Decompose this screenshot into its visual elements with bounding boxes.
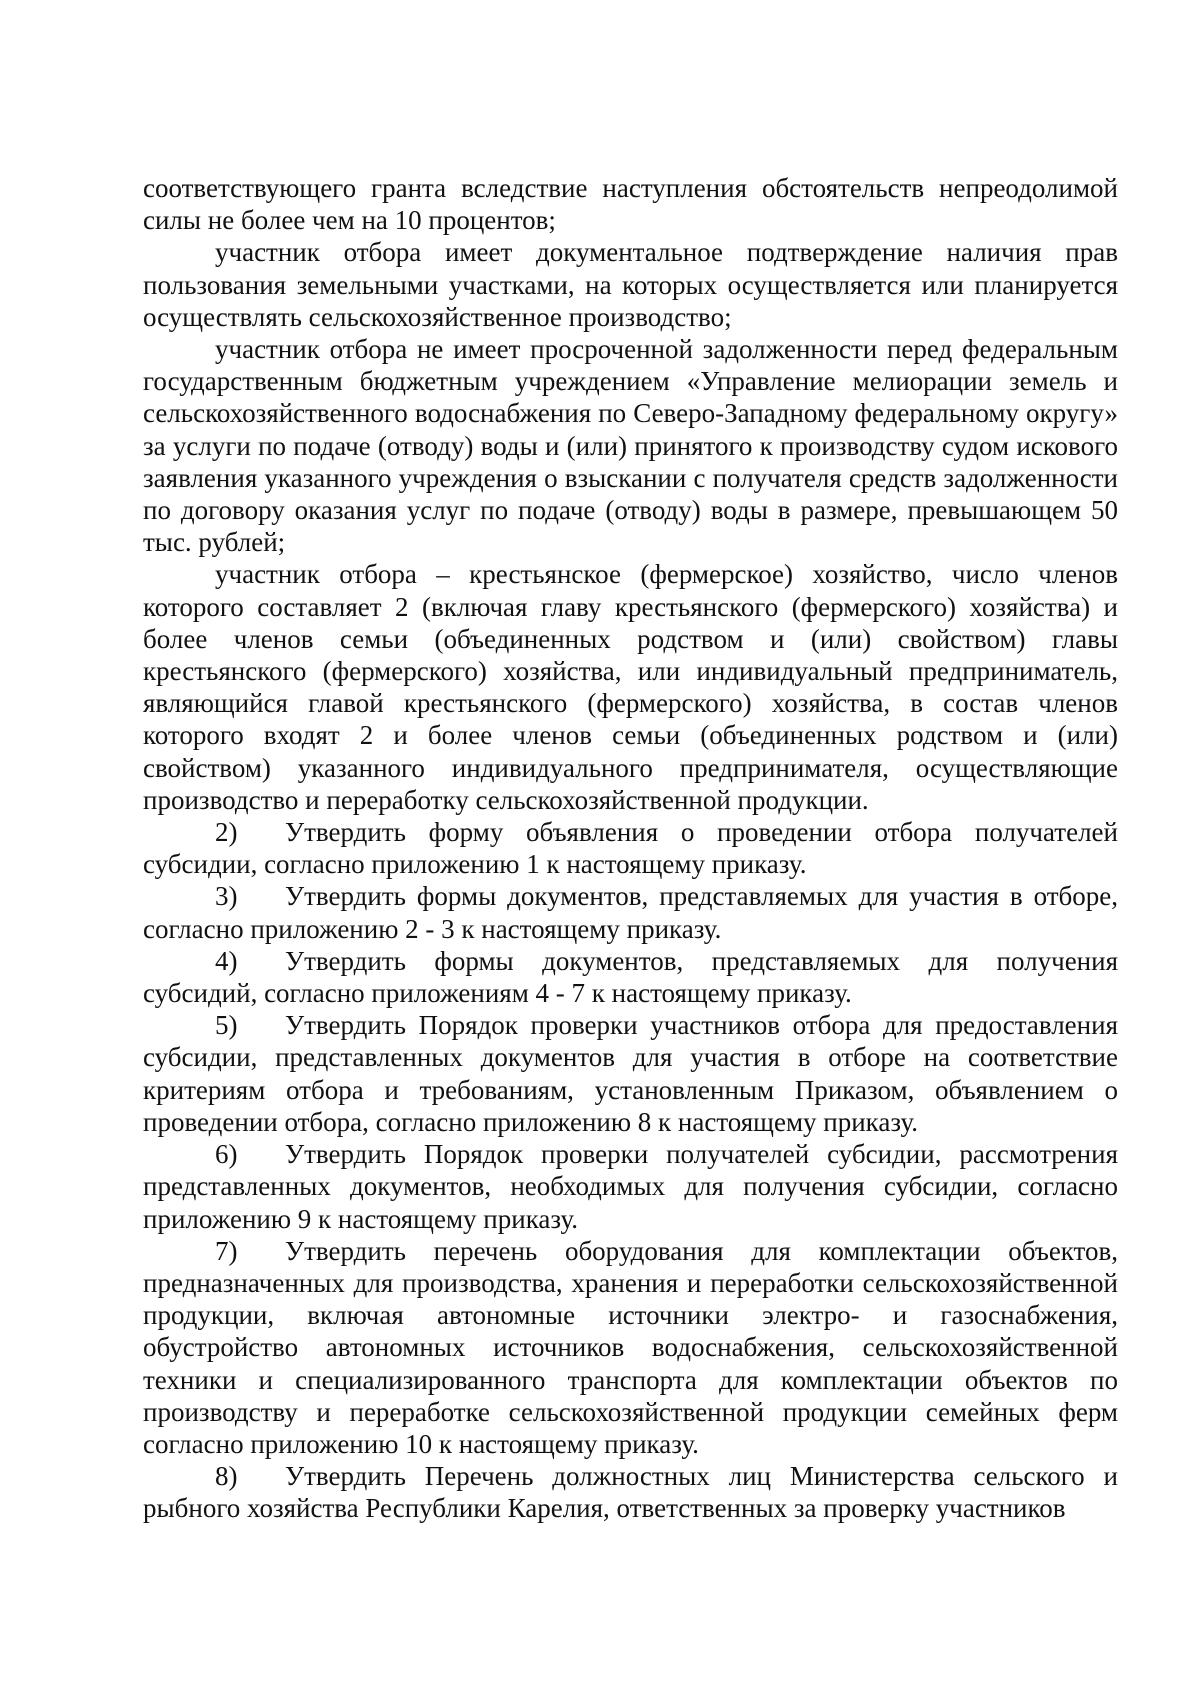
item-number: 8) (215, 1461, 238, 1492)
item-text: Утвердить формы документов, представляемых для получения субсидий, согласно приложениям 4 - 7 к настоящему приказу. (143, 945, 1118, 1009)
item-number: 4) (215, 945, 238, 976)
paragraph-text: участник отбора имеет документальное подтверждение наличия прав пользования земельными участками, на которых осуществляется или планируется осуществлять сельскохозяйственное производство; (143, 237, 1118, 332)
item-text: Утвердить Порядок проверки получателей субсидии, рассмотрения представленных документов, необходимых для получения субсидии, согласно приложению 9 к настоящему приказу. (143, 1139, 1118, 1234)
numbered-item-6 (143, 1138, 1118, 1235)
item-number: 3) (215, 881, 238, 912)
item-number: 2) (215, 817, 238, 848)
item-text: Утвердить Порядок проверки участников отбора для предоставления субсидии, представленных документов для участия в отборе на соответствие критериям отбора и требованиям, установленным Приказом, объявлением о проведении отбора, согласно приложению 8 к настоящему приказу. (143, 1010, 1118, 1137)
item-number: 6) (215, 1139, 238, 1170)
item-number: 7) (215, 1235, 238, 1266)
item-text: Утвердить форму объявления о проведении отбора получателей субсидии, согласно приложению 1 к настоящему приказу. (143, 817, 1118, 880)
numbered-item-2 (143, 816, 1118, 880)
numbered-item-3 (143, 880, 1118, 944)
document-page (143, 172, 1118, 1525)
paragraph-land-rights (143, 236, 1118, 333)
numbered-item-4 (143, 945, 1118, 1009)
item-number: 5) (215, 1010, 238, 1041)
item-text: Утвердить перечень оборудования для комплектации объектов, предназначенных для производства, хранения и переработки сельскохозяйственной продукции, включая автономные источники электро- и газоснабжения, обустройство автономных источников водоснабжения, сельскохозяйственной техники и специализированного транспорта для комплектации объектов по производству и переработке сельскохозяйственной продукции семейных ферм согласно приложению 10 к настоящему приказу. (143, 1235, 1118, 1459)
paragraph-continuation (143, 172, 1118, 236)
paragraph-no-debt (143, 333, 1118, 558)
paragraph-farm-members (143, 558, 1118, 816)
paragraph-text: участник отбора – крестьянское (фермерское) хозяйство, число членов которого составляет 2 (включая главу крестьянского (фермерского) хозяйства) и более членов семьи (объединенных родством и (или) свойством) главы крестьянского (фермерского) хозяйства, или индивидуальный предприниматель, являющийся главой крестьянского (фермерского) хозяйства, в состав членов которого входят 2 и более членов семьи (объединенных родством и (или) свойством) указанного индивидуального предпринимателя, осуществляющие производство и переработку сельскохозяйственной продукции. (143, 559, 1118, 815)
paragraph-text: соответствующего гранта вследствие наступления обстоятельств непреодолимой силы не более чем на 10 процентов; (143, 173, 1118, 236)
numbered-item-8 (143, 1460, 1118, 1524)
item-text: Утвердить формы документов, представляемых для участия в отборе, согласно приложению 2 - 3 к настоящему приказу. (143, 881, 1118, 944)
item-text: Утвердить Перечень должностных лиц Министерства сельского и рыбного хозяйства Республики Карелия, ответственных за проверку участников (143, 1461, 1118, 1524)
paragraph-text: участник отбора не имеет просроченной задолженности перед федеральным государственным бюджетным учреждением «Управление мелиорации земель и сельскохозяйственного водоснабжения по Северо-Западному федеральному округу» за услуги по подаче (отводу) воды и (или) принятого к производству судом искового заявления указанного учреждения о взыскании с получателя средств задолженности по договору оказания услуг по подаче (отводу) воды в размере, превышающем 50 тыс. рублей; (143, 334, 1118, 558)
numbered-item-5 (143, 1009, 1118, 1138)
numbered-item-7 (143, 1235, 1118, 1460)
